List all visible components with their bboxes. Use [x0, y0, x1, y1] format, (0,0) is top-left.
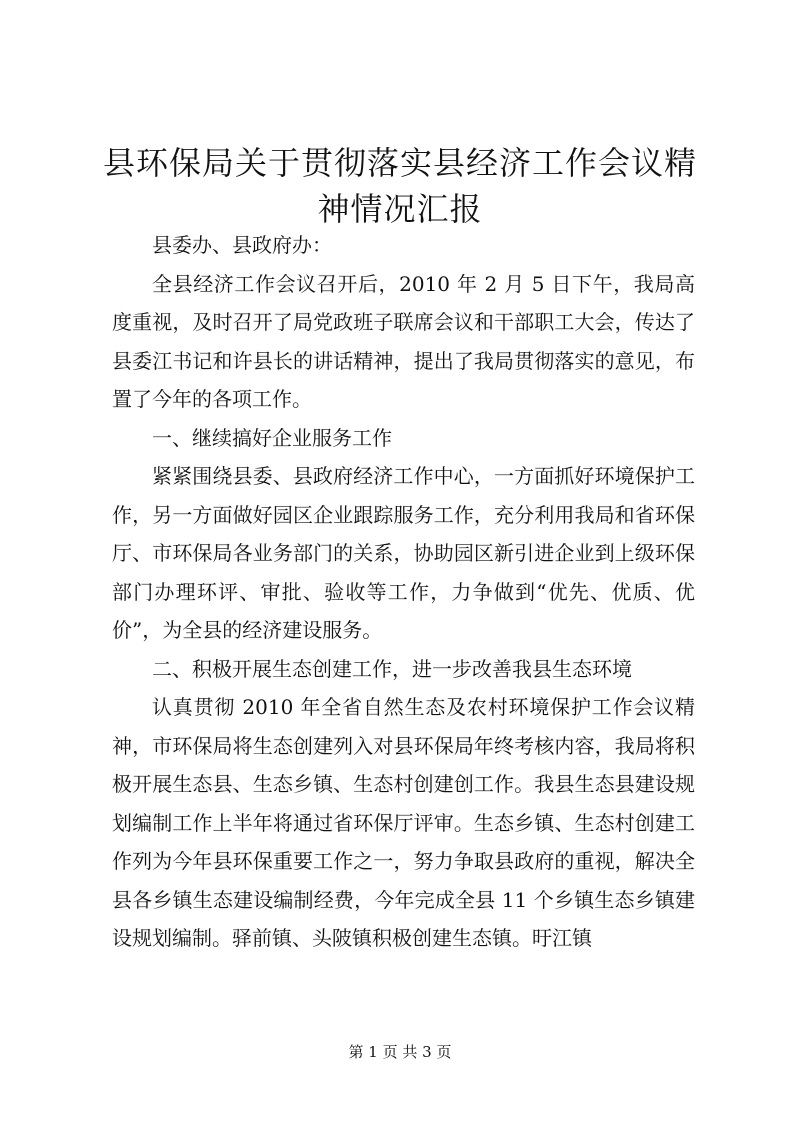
- document-body: [112, 226, 695, 958]
- page-footer: [0, 1042, 800, 1062]
- intro-paragraph: 全县经济工作会议召开后，2010 年 2 月 5 日下午，我局高度重视，及时召开了局党政班子联席会议和干部职工大会，传达了县委江书记和许县长的讲话精神，提出了我局贯彻落实的意见，布置了今年的各项工作。: [112, 271, 695, 411]
- page-number: 第 1 页 共 3 页: [348, 1043, 452, 1061]
- section-heading-2: 二、积极开展生态创建工作，进一步改善我县生态环境: [152, 656, 632, 681]
- section-paragraph-1: 紧紧围绕县委、县政府经济工作中心，一方面抓好环境保护工作，另一方面做好园区企业跟踪服务工作，充分利用我局和省环保厅、市环保局各业务部门的关系，协助园区新引进企业到上级环保部门办理环评、审批、验收等工作，力争做到“优先、优质、优价”，为全县的经济建设服务。: [112, 464, 695, 642]
- salutation: 县委办、县政府办：: [152, 233, 332, 257]
- document-title: 县环保局关于贯彻落实县经济工作会议精神情况汇报: [102, 144, 697, 228]
- section-heading-1: 一、继续搞好企业服务工作: [152, 425, 392, 450]
- section-paragraph-2: 认真贯彻 2010 年全省自然生态及农村环境保护工作会议精神，市环保局将生态创建列入对县环保局年终考核内容，我局将积极开展生态县、生态乡镇、生态村创建创工作。我县生态县建设规划编制工作上半年将通过省环保厅评审。生态乡镇、生态村创建工作列为今年县环保重要工作之一，努力争取县政府的重视，解决全县各乡镇生态建设编制经费，今年完成全县 11 个乡镇生态乡镇建设规划编制。驿前镇、头陂镇积极创建生态镇。旴江镇: [112, 695, 695, 950]
